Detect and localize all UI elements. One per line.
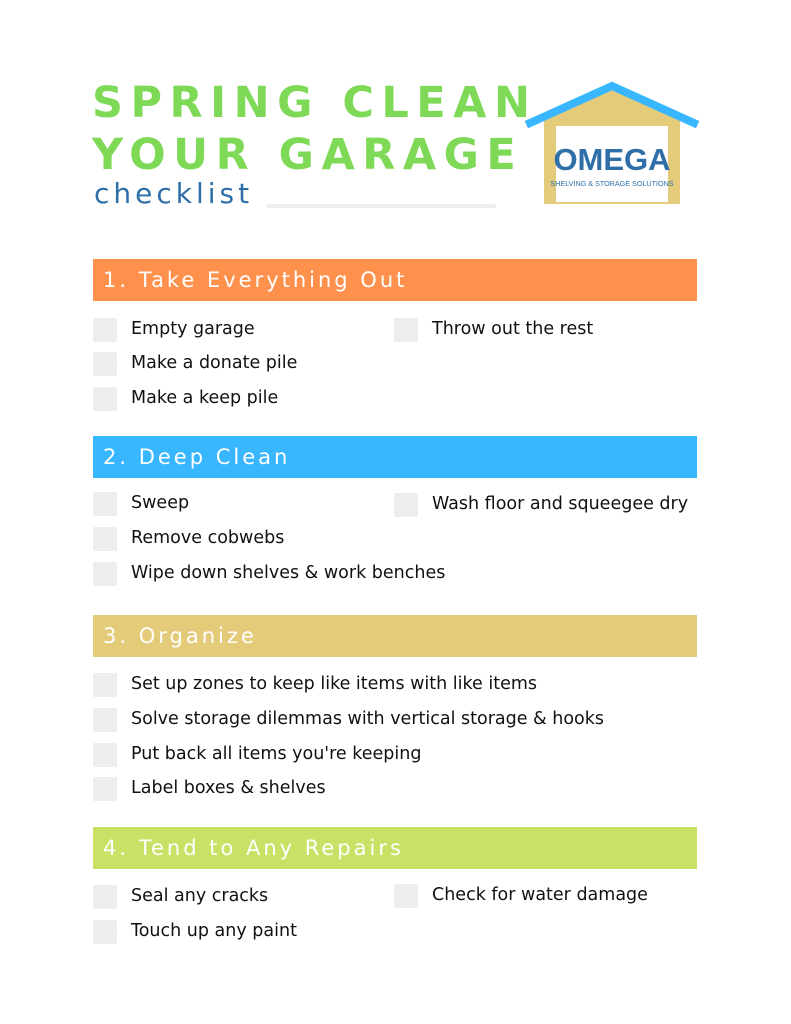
checklist-item [93,672,537,698]
section-deep-clean [93,436,697,478]
section-take-everything-out [93,259,697,301]
section-tend-to-any-repairs [93,827,697,869]
section-organize [93,615,697,657]
subtitle-divider [266,204,496,208]
section-title: 4. Tend to Any Repairs [103,835,404,860]
checkbox[interactable] [93,777,117,801]
item-label: Wipe down shelves & work benches [131,563,446,584]
checkbox[interactable] [93,708,117,732]
item-label: Check for water damage [432,885,648,906]
checklist-item [93,884,268,910]
title-line-2: YOUR GARAGE [92,130,524,180]
checklist-item [93,776,326,802]
section-title: 1. Take Everything Out [103,267,408,292]
item-label: Sweep [131,493,190,514]
section-title: 3. Organize [103,623,257,648]
item-label: Seal any cracks [131,886,269,907]
checklist-item [93,526,284,552]
checkbox[interactable] [93,352,117,376]
logo-tagline: SHELVING & STORAGE SOLUTIONS [550,179,674,188]
item-label: Touch up any paint [131,921,297,942]
item-label: Throw out the rest [432,319,594,340]
logo-brand: OMEGA [553,142,671,177]
checkbox[interactable] [93,318,117,342]
checklist-item [93,707,604,733]
checkbox[interactable] [394,884,418,908]
checklist-item [394,317,593,343]
subtitle: checklist [94,177,254,210]
checklist-item [93,742,421,768]
checkbox[interactable] [93,527,117,551]
checkbox[interactable] [93,743,117,767]
checkbox[interactable] [93,673,117,697]
item-label: Make a keep pile [131,388,279,409]
checkbox[interactable] [394,493,418,517]
checkbox[interactable] [93,885,117,909]
item-label: Set up zones to keep like items with like items [131,674,538,695]
checkbox[interactable] [93,920,117,944]
item-label: Make a donate pile [131,353,298,374]
item-label: Put back all items you're keeping [131,744,422,765]
checkbox[interactable] [93,562,117,586]
item-label: Label boxes & shelves [131,778,326,799]
checklist-item [93,351,297,377]
omega-logo [524,80,700,206]
checklist-item [394,492,688,518]
checkbox[interactable] [93,387,117,411]
title-line-1: SPRING CLEAN [92,78,538,128]
checkbox[interactable] [93,492,117,516]
section-title: 2. Deep Clean [103,444,291,469]
item-label: Remove cobwebs [131,528,285,549]
checklist-item [93,919,297,945]
checkbox[interactable] [394,318,418,342]
checklist-item [93,386,278,412]
checklist-item [394,883,648,909]
item-label: Solve storage dilemmas with vertical storage & hooks [131,709,605,730]
checklist-item [93,317,255,343]
item-label: Wash floor and squeegee dry [432,494,689,515]
checklist-item [93,561,445,587]
item-label: Empty garage [131,319,255,340]
checklist-item [93,491,189,517]
